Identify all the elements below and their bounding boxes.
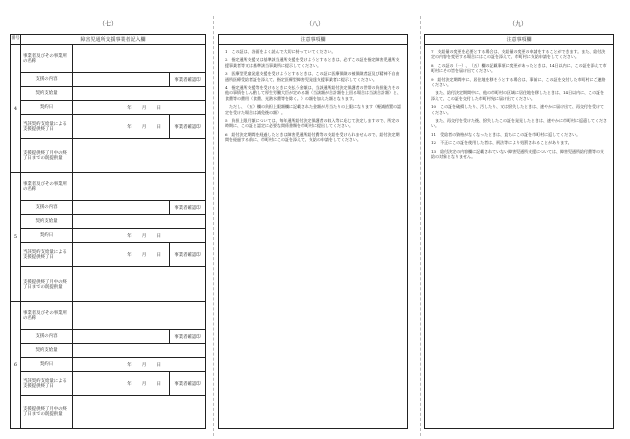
business-name-row [21, 45, 205, 73]
date-field[interactable]: 年 月 日 [127, 252, 161, 258]
note-item: 10 この証を破損したり、汚したり、又は紛失したときは、速やかに届け出て、再交付を受けてください。 [431, 104, 605, 115]
note-item: 2 指定通所支援又は基準該当通所支援を受けようとするときは、必ずこの証を指定障害児通所支援事業者等又は基準該当事業所に提示してください。 [225, 57, 400, 68]
date-field[interactable]: 年 月 日 [127, 362, 161, 368]
provider-check-label: 事業者確認印 [169, 243, 205, 266]
support-content-label: 支援の内容 [21, 73, 73, 86]
end-date-label: 当該契約支給量による支援提供終了日 [21, 372, 73, 395]
contract-amount-label: 契約支給量 [21, 215, 73, 228]
panel-number-8: （八） [305, 21, 324, 28]
note-item: 1 この証は、各面をよく読んで大切に持っていてください。 [225, 49, 336, 54]
contract-amount-row [21, 87, 205, 101]
business-name-row [21, 302, 205, 330]
contract-date-label: 契約日 [21, 229, 73, 242]
contract-date-row [21, 358, 205, 372]
business-name-label: 事業者及びその事業所の名称 [21, 45, 73, 72]
note-item: 7 支給量の変更を必要とする場合は、支給量の変更の申請をすることができます。また、給付決定の内容を変更する場合にはこの証を添えて、市町村に支給申請をしてください。 [431, 49, 606, 60]
provider-check-label: 事業者確認印 [169, 115, 205, 138]
provider-check-label: 事業者確認印 [169, 73, 205, 86]
contract-amount-row [21, 344, 205, 358]
note-item: 9 給付決定期間中に、居住地を移そうとする場合は、事前に、この証を交付した市町村にご連絡ください。 [431, 76, 606, 88]
form-title: 障害児通所支援事業者記入欄 [80, 37, 146, 43]
used-amount-label: 支援提供終了月中の終了日までの既提供量 [21, 396, 73, 428]
date-field[interactable]: 年 月 日 [127, 381, 161, 387]
entry-block-6 [11, 302, 205, 428]
end-date-label: 当該契約支給量による支援提供終了日 [21, 115, 73, 138]
notes-title: 注意事項欄 [219, 35, 407, 45]
provider-check-label: 事業者確認印 [169, 372, 205, 395]
business-name-label: 事業者及びその事業所の名称 [21, 173, 73, 200]
support-content-row [21, 73, 205, 87]
support-content-row [21, 201, 205, 215]
entry-block-4 [11, 45, 205, 173]
form-header [11, 35, 205, 45]
block-index: 4 [11, 45, 21, 172]
contract-amount-label: 契約支給量 [21, 87, 73, 100]
contract-amount-label: 契約支給量 [21, 344, 73, 357]
contract-date-label: 契約日 [21, 358, 73, 371]
entry-block-5 [11, 173, 205, 302]
note-item: 12 不正にこの証を使用した者は、刑法等により処罰されることがあります。 [431, 140, 572, 146]
used-amount-row [21, 139, 205, 173]
date-field[interactable]: 年 月 日 [127, 124, 161, 130]
support-content-label: 支援の内容 [21, 201, 73, 214]
note-item: 3 医療型児童発達支援を受けようとするときは、この証に医療保険の被保険者証及び精神不自由通所医療受給者証を添えて、指定医療型障害児発達支援事業者に提示してください。 [225, 71, 400, 82]
number-column-header: 番号 [11, 35, 21, 45]
note-item: ただし、（五）欄の負担上限額欄に記載された金額が月当たりの上限になります（軽減措置の認定を受けた場合は減免後の額）。 [225, 104, 401, 115]
note-item: また、給付決定期間中に、他の市町村の区域に居住地を移したときは、14日以内に、この証を添えて、この証を交付した市町村宛に届け出てください。 [431, 90, 605, 101]
note-item: 8 この証の（一）、（五）欄の記載事項に変更があったときは、14日以内に、この証を添えて市町村にその旨を届け出てください。 [431, 62, 607, 74]
end-date-row [21, 372, 205, 396]
note-item: また、再交付を受けた後、紛失したこの証を発見したときは、速やかに市町村に返還してください。 [431, 118, 607, 129]
contract-amount-row [21, 215, 205, 229]
note-item: 6 給付決定期間を経過したときは障害児通所給付費等の支給を受けられませんので、給付決定期間を経過する前に、市町村にこの証を添えて、支給の申請をしてください。 [225, 131, 400, 143]
fold-line [213, 16, 214, 436]
provider-check-label: 事業者確認印 [169, 201, 205, 214]
contract-date-row [21, 229, 205, 243]
block-index: 6 [11, 302, 21, 428]
note-item: 11 受給者の資格がなくなったときは、直ちにこの証を市町村に返してください。 [431, 131, 581, 137]
business-name-row [21, 173, 205, 201]
end-date-row [21, 115, 205, 139]
support-content-label: 支援の内容 [21, 330, 73, 343]
panel-number-7: （七） [98, 21, 117, 28]
notes-panel-8 [218, 34, 408, 429]
used-amount-label: 支援提供終了月中の終了日までの既提供量 [21, 139, 73, 173]
notes-title: 注意事項欄 [425, 35, 613, 45]
date-field[interactable]: 年 月 日 [127, 233, 161, 239]
business-name-label: 事業者及びその事業所の名称 [21, 302, 73, 329]
note-item: 5 負担上限月額については、毎年通所給付決定保護者の収入等に応じて決定しますので、所定の時期に、この証と認定に必要な関係書類を市町村に提出してください。 [225, 118, 400, 129]
notes-panel-9 [424, 34, 614, 429]
end-date-label: 当該契約支給量による支援提供終了日 [21, 243, 73, 266]
used-amount-label: 支援提供終了月中の終了日までの既提供量 [21, 267, 73, 302]
contract-date-row [21, 101, 205, 115]
note-item: 13 給付決定の内容欄に記載されていない障害児通所支援については、障害児通所給付費等の支給の対象となりません。 [431, 148, 605, 160]
support-content-row [21, 330, 205, 344]
provider-entry-form [10, 34, 206, 429]
contract-date-label: 契約日 [21, 101, 73, 114]
block-index: 5 [11, 173, 21, 301]
date-field[interactable]: 年 月 日 [127, 105, 161, 111]
note-item: 4 指定通所支援等を受けるときに支払う金額は、当該通所給付決定保護者の世帯の負担能力その他の事情をしん酌して厚生労働大臣が定める額（当該額が合計額を上回る場合は当該合計額）と、食費等の費用（食費、光熱水費等を除く。）の額を加えた額となります。 [225, 85, 401, 101]
fold-line [420, 16, 421, 436]
used-amount-row [21, 396, 205, 428]
provider-check-label: 事業者確認印 [169, 330, 205, 343]
end-date-row [21, 243, 205, 267]
used-amount-row [21, 267, 205, 302]
panel-number-9: （九） [508, 21, 527, 28]
